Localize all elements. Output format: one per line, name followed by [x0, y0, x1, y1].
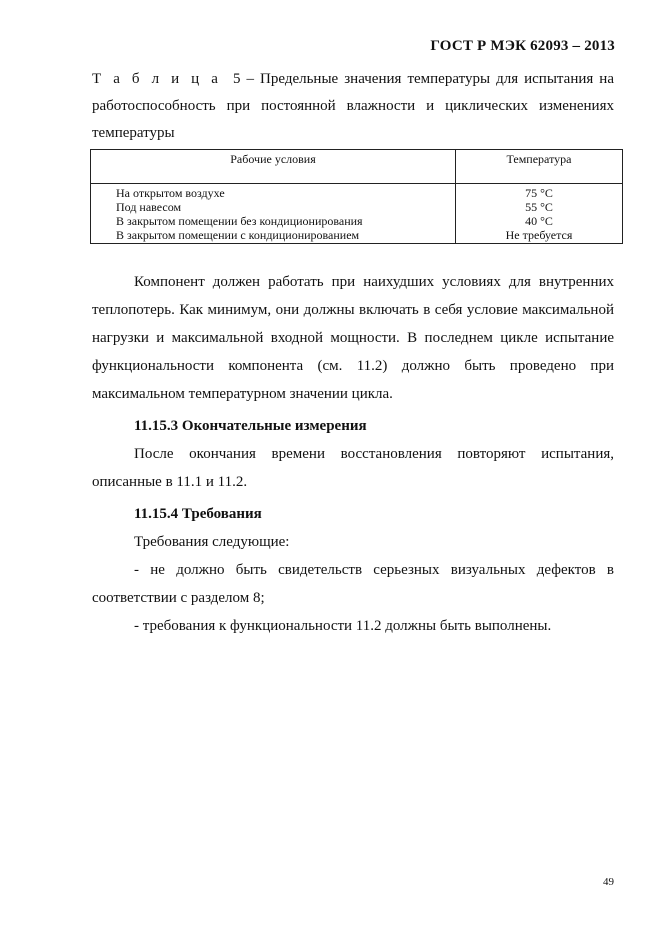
table-row	[91, 214, 623, 228]
temperature-cell: Не требуется	[456, 228, 623, 244]
section-heading-final-measurements: 11.15.3 Окончательные измерения	[134, 418, 367, 434]
paragraph-component-conditions: Компонент должен работать при наихудших условиях для внутренних теплопотерь. Как минимум, они должны включать в себя условие максимальной нагрузки и максимальной входной мощности. В последнем цикле испытание функциональности компонента (см. 11.2) должно быть проведено при максимальном температурном значении цикла.	[92, 274, 614, 402]
requirement-item: - требования к функциональности 11.2 должны быть выполнены.	[134, 618, 552, 634]
paragraph-requirements-intro: Требования следующие:	[134, 534, 290, 550]
paragraph-final-measurements: После окончания времени восстановления повторяют испытания, описанные в 11.1 и 11.2.	[92, 446, 614, 490]
temperature-limits-table	[90, 149, 623, 244]
standard-header: ГОСТ Р МЭК 62093 – 2013	[430, 38, 615, 54]
table-header-row	[91, 150, 623, 184]
table-row	[91, 228, 623, 244]
body-text	[92, 268, 614, 640]
condition-cell: На открытом воздухе	[91, 184, 456, 201]
table-caption-number: 5	[232, 71, 241, 87]
requirement-item: - не должно быть свидетельств серьезных визуальных дефектов в соответствии с разделом 8;	[92, 562, 614, 606]
section-heading-requirements: 11.15.4 Требования	[134, 506, 262, 522]
table-caption-text: – Предельные значения температуры для испытания на работоспособность при постоянной влажности и циклических изменениях температуры	[92, 71, 614, 141]
column-header-conditions: Рабочие условия	[91, 150, 456, 184]
table-row	[91, 200, 623, 214]
table-caption-label: Т а б л и ц а	[92, 71, 221, 87]
table-row	[91, 184, 623, 201]
condition-cell: Под навесом	[91, 200, 456, 214]
temperature-cell: 75 °C	[456, 184, 623, 201]
condition-cell: В закрытом помещении без кондиционирования	[91, 214, 456, 228]
page-number: 49	[603, 876, 614, 888]
temperature-cell: 40 °C	[456, 214, 623, 228]
column-header-temperature: Температура	[456, 150, 623, 184]
condition-cell: В закрытом помещении с кондиционированием	[91, 228, 456, 244]
table-caption	[92, 66, 614, 147]
temperature-cell: 55 °C	[456, 200, 623, 214]
